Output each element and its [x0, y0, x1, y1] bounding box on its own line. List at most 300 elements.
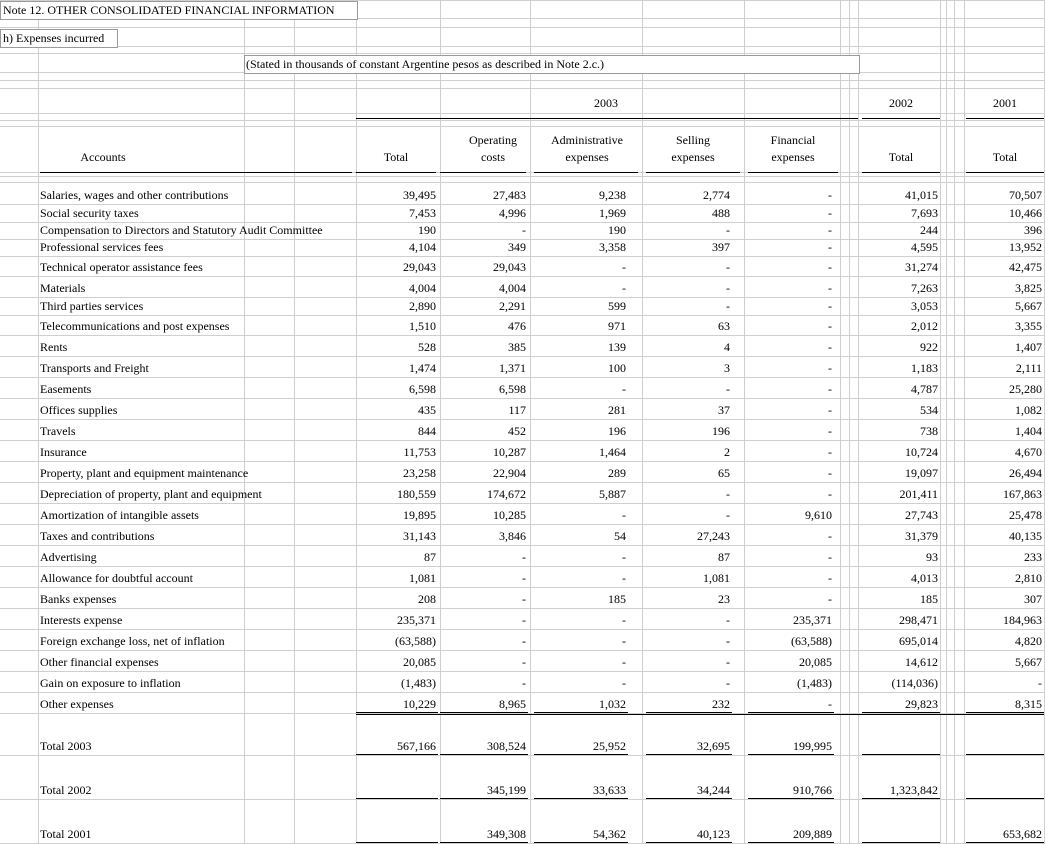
year-header-2003: 2003	[594, 96, 618, 110]
cell-total-2001: 25,280	[1009, 382, 1042, 396]
cell-operating-costs: -	[522, 634, 526, 648]
cell-administrative-expenses: -	[622, 508, 626, 522]
grid-hline	[0, 53, 1045, 54]
grid-hline	[0, 608, 1045, 609]
cell-underline	[646, 754, 732, 755]
account-label: Other expenses	[40, 697, 114, 711]
cell-total-2003: 11,753	[403, 445, 436, 459]
account-label: Gain on exposure to inflation	[40, 676, 181, 690]
cell-total-2001: 167,863	[1003, 487, 1042, 501]
cell-total-2003: 435	[418, 403, 436, 417]
grid-hline	[0, 256, 1045, 257]
cell-selling-expenses: 232	[712, 697, 730, 711]
cell-selling-expenses: 34,244	[697, 783, 730, 797]
header-rule	[748, 172, 838, 173]
cell-underline	[862, 712, 940, 713]
cell-total-2003: 39,495	[403, 188, 436, 202]
cell-selling-expenses: -	[726, 613, 730, 627]
cell-total-2002: 2,012	[911, 319, 938, 333]
cell-total-2001: 307	[1024, 592, 1042, 606]
cell-financial-expenses: -	[828, 281, 832, 295]
header-rule	[440, 172, 526, 173]
cell-total-2002: 7,263	[911, 281, 938, 295]
cell-administrative-expenses: 100	[608, 361, 626, 375]
cell-operating-costs: 10,285	[493, 508, 526, 522]
cell-administrative-expenses: 54,362	[593, 827, 626, 841]
cell-administrative-expenses: -	[622, 613, 626, 627]
header-financial-line2: expenses	[771, 150, 815, 164]
cell-total-2001: 3,825	[1015, 281, 1042, 295]
header-selling-line2: expenses	[671, 150, 715, 164]
cell-total-2003: 20,085	[403, 655, 436, 669]
cell-total-2001: 4,670	[1015, 445, 1042, 459]
cell-financial-expenses: 20,085	[799, 655, 832, 669]
grid-hline	[0, 440, 1045, 441]
cell-selling-expenses: 23	[718, 592, 730, 606]
cell-administrative-expenses: -	[622, 550, 626, 564]
cell-operating-costs: 349	[508, 240, 526, 254]
cell-total-2002: 298,471	[899, 613, 938, 627]
header-rule	[40, 172, 352, 173]
cell-underline	[534, 798, 628, 799]
grid-hline	[0, 461, 1045, 462]
cell-operating-costs: 385	[508, 340, 526, 354]
cell-underline	[534, 754, 628, 755]
cell-total-2003: 1,510	[409, 319, 436, 333]
cell-total-2002: 14,612	[905, 655, 938, 669]
cell-selling-expenses: -	[726, 223, 730, 237]
cell-selling-expenses: 2,774	[703, 188, 730, 202]
cell-underline	[748, 842, 834, 843]
cell-underline	[862, 842, 940, 843]
cell-operating-costs: -	[522, 550, 526, 564]
cell-total-2003: (1,483)	[401, 676, 436, 690]
cell-financial-expenses: (63,588)	[791, 634, 832, 648]
cell-financial-expenses: -	[828, 361, 832, 375]
cell-financial-expenses: -	[828, 487, 832, 501]
cell-administrative-expenses: 9,238	[599, 188, 626, 202]
cell-selling-expenses: 63	[718, 319, 730, 333]
cell-financial-expenses: -	[828, 223, 832, 237]
cell-operating-costs: 29,043	[493, 260, 526, 274]
cell-total-2003: 4,104	[409, 240, 436, 254]
cell-underline	[440, 754, 528, 755]
cell-administrative-expenses: 281	[608, 403, 626, 417]
cell-selling-expenses: 27,243	[697, 529, 730, 543]
cell-total-2001: -	[1038, 676, 1042, 690]
cell-selling-expenses: 196	[712, 424, 730, 438]
cell-administrative-expenses: -	[622, 655, 626, 669]
account-label: Compensation to Directors and Statutory Audit Committee	[40, 223, 323, 237]
cell-total-2002: 3,053	[911, 299, 938, 313]
cell-administrative-expenses: 33,633	[593, 783, 626, 797]
cell-underline	[748, 754, 834, 755]
cell-total-2003: 528	[418, 340, 436, 354]
account-label: Travels	[40, 424, 76, 438]
account-label: Foreign exchange loss, net of inflation	[40, 634, 225, 648]
grid-hline	[0, 46, 1045, 47]
cell-financial-expenses: -	[828, 529, 832, 543]
header-total-2002: Total	[888, 150, 914, 164]
cell-financial-expenses: -	[828, 299, 832, 313]
grid-hline	[0, 80, 1045, 81]
cell-financial-expenses: 199,995	[793, 739, 832, 753]
cell-selling-expenses: 4	[724, 340, 730, 354]
cell-selling-expenses: 32,695	[697, 739, 730, 753]
cell-operating-costs: 452	[508, 424, 526, 438]
account-label: Other financial expenses	[40, 655, 159, 669]
cell-selling-expenses: 40,123	[697, 827, 730, 841]
grid-hline	[0, 692, 1045, 693]
cell-financial-expenses: -	[828, 382, 832, 396]
cell-operating-costs: 6,598	[499, 382, 526, 396]
cell-operating-costs: 2,291	[499, 299, 526, 313]
header-administrative-line2: expenses	[565, 150, 609, 164]
cell-underline	[356, 754, 438, 755]
cell-total-2003: 4,004	[409, 281, 436, 295]
cell-total-2001: 5,667	[1015, 299, 1042, 313]
cell-underline	[356, 712, 438, 713]
cell-operating-costs: -	[522, 223, 526, 237]
cell-administrative-expenses: 190	[608, 223, 626, 237]
grid-hline	[0, 276, 1045, 277]
account-label: Telecommunications and post expenses	[40, 319, 230, 333]
cell-operating-costs: -	[522, 613, 526, 627]
grid-hline	[0, 566, 1045, 567]
cell-total-2002: 185	[920, 592, 938, 606]
cell-selling-expenses: 87	[718, 550, 730, 564]
cell-total-2001: 1,404	[1015, 424, 1042, 438]
cell-financial-expenses: 235,371	[793, 613, 832, 627]
cell-underline	[534, 712, 628, 713]
cell-selling-expenses: -	[726, 676, 730, 690]
cell-financial-expenses: (1,483)	[797, 676, 832, 690]
cell-financial-expenses: -	[828, 697, 832, 711]
header-operating-line2: costs	[481, 150, 505, 164]
grid-hline	[0, 176, 1045, 177]
header-total-2003: Total	[383, 150, 409, 164]
cell-underline	[748, 712, 834, 713]
cell-operating-costs: -	[522, 571, 526, 585]
account-label: Social security taxes	[40, 206, 139, 220]
cell-total-2003: 19,895	[403, 508, 436, 522]
cell-total-2002: 93	[926, 550, 938, 564]
account-label: Materials	[40, 281, 86, 295]
cell-operating-costs: 174,672	[487, 487, 526, 501]
cell-operating-costs: 308,524	[487, 739, 526, 753]
header-rule	[356, 172, 436, 173]
cell-underline	[646, 842, 732, 843]
cell-total-2002: 27,743	[905, 508, 938, 522]
grid-hline	[0, 204, 1045, 205]
cell-total-2001: 5,667	[1015, 655, 1042, 669]
cell-administrative-expenses: -	[622, 260, 626, 274]
cell-operating-costs: 117	[508, 403, 526, 417]
cell-administrative-expenses: -	[622, 634, 626, 648]
cell-underline	[966, 754, 1044, 755]
header-rule	[966, 118, 1044, 119]
grid-hline	[0, 88, 1045, 89]
cell-operating-costs: 345,199	[487, 783, 526, 797]
cell-total-2003: 7,453	[409, 206, 436, 220]
cell-administrative-expenses: -	[622, 382, 626, 396]
cell-selling-expenses: -	[726, 382, 730, 396]
account-label: Offices supplies	[40, 403, 118, 417]
account-label: Property, plant and equipment maintenance	[40, 466, 249, 480]
cell-total-2001: 2,111	[1015, 361, 1042, 375]
cell-total-2001: 233	[1024, 550, 1042, 564]
cell-underline	[534, 842, 628, 843]
cell-financial-expenses: -	[828, 319, 832, 333]
cell-administrative-expenses: 185	[608, 592, 626, 606]
cell-financial-expenses: -	[828, 550, 832, 564]
cell-administrative-expenses: -	[622, 571, 626, 585]
cell-total-2002: 1,323,842	[890, 783, 938, 797]
cell-financial-expenses: -	[828, 260, 832, 274]
cell-total-2003: 190	[418, 223, 436, 237]
grid-hline	[0, 629, 1045, 630]
cell-total-2001: 396	[1024, 223, 1042, 237]
cell-total-2003: 567,166	[397, 739, 436, 753]
cell-selling-expenses: 65	[718, 466, 730, 480]
grid-hline	[0, 545, 1045, 546]
cell-underline	[356, 798, 438, 799]
cell-administrative-expenses: 599	[608, 299, 626, 313]
cell-financial-expenses: 209,889	[793, 827, 832, 841]
cell-selling-expenses: -	[726, 281, 730, 295]
cell-operating-costs: 10,287	[493, 445, 526, 459]
cell-administrative-expenses: 5,887	[599, 487, 626, 501]
cell-total-2003: 23,258	[403, 466, 436, 480]
cell-total-2003: 1,081	[409, 571, 436, 585]
cell-operating-costs: 1,371	[499, 361, 526, 375]
cell-underline	[966, 798, 1044, 799]
grid-hline	[0, 503, 1045, 504]
cell-underline	[646, 712, 732, 713]
cell-total-2001: 653,682	[1003, 827, 1042, 841]
cell-financial-expenses: -	[828, 592, 832, 606]
cell-administrative-expenses: 1,464	[599, 445, 626, 459]
cell-selling-expenses: 488	[712, 206, 730, 220]
header-rule	[966, 172, 1044, 173]
header-rule	[862, 118, 940, 119]
cell-financial-expenses: -	[828, 424, 832, 438]
cell-financial-expenses: -	[828, 240, 832, 254]
cell-administrative-expenses: 3,358	[599, 240, 626, 254]
account-label: Third parties services	[40, 299, 144, 313]
cell-underline	[646, 798, 732, 799]
cell-operating-costs: 27,483	[493, 188, 526, 202]
cell-total-2002: 4,595	[911, 240, 938, 254]
cell-financial-expenses: -	[828, 571, 832, 585]
cell-financial-expenses: -	[828, 403, 832, 417]
cell-administrative-expenses: 54	[614, 529, 626, 543]
cell-selling-expenses: -	[726, 634, 730, 648]
cell-administrative-expenses: 1,032	[599, 697, 626, 711]
cell-total-2002: 29,823	[905, 697, 938, 711]
cell-total-2003: 6,598	[409, 382, 436, 396]
year-header-2001: 2001	[993, 96, 1017, 110]
cell-total-2003: 10,229	[403, 697, 436, 711]
grid-hline	[0, 335, 1045, 336]
cell-total-2002: 7,693	[911, 206, 938, 220]
cell-total-2003: 31,143	[403, 529, 436, 543]
account-label: Professional services fees	[40, 240, 164, 254]
grid-hline	[0, 671, 1045, 672]
account-label: Technical operator assistance fees	[40, 260, 203, 274]
grid-hline	[0, 315, 1045, 316]
cell-total-2002: 1,183	[911, 361, 938, 375]
cell-total-2001: 40,135	[1009, 529, 1042, 543]
cell-administrative-expenses: -	[622, 281, 626, 295]
cell-underline	[966, 712, 1044, 713]
stated-note: (Stated in thousands of constant Argentine pesos as described in Note 2.c.)	[246, 57, 605, 71]
cell-total-2001: 1,082	[1015, 403, 1042, 417]
cell-operating-costs: -	[522, 655, 526, 669]
cell-administrative-expenses: 289	[608, 466, 626, 480]
cell-selling-expenses: -	[726, 655, 730, 669]
cell-total-2003: 235,371	[397, 613, 436, 627]
cell-total-2001: 184,963	[1003, 613, 1042, 627]
section-rule	[356, 714, 1044, 715]
header-accounts: Accounts	[80, 150, 126, 164]
cell-total-2001: 2,810	[1015, 571, 1042, 585]
header-financial-line1: Financial	[770, 133, 816, 147]
grid-hline	[0, 113, 1045, 114]
account-label: Amortization of intangible assets	[40, 508, 199, 522]
cell-total-2002: 922	[920, 340, 938, 354]
cell-operating-costs: -	[522, 592, 526, 606]
account-label: Total 2002	[40, 783, 92, 797]
cell-financial-expenses: -	[828, 466, 832, 480]
cell-selling-expenses: -	[726, 299, 730, 313]
cell-administrative-expenses: 196	[608, 424, 626, 438]
cell-financial-expenses: -	[828, 206, 832, 220]
cell-financial-expenses: 910,766	[793, 783, 832, 797]
cell-total-2001: 13,952	[1009, 240, 1042, 254]
grid-hline	[0, 650, 1045, 651]
grid-hline	[0, 419, 1045, 420]
cell-selling-expenses: -	[726, 487, 730, 501]
cell-total-2002: 201,411	[899, 487, 938, 501]
cell-underline	[966, 842, 1044, 843]
cell-total-2002: 695,014	[899, 634, 938, 648]
grid-hline	[0, 799, 1045, 800]
cell-total-2001: 10,466	[1009, 206, 1042, 220]
grid-hline	[0, 297, 1045, 298]
cell-selling-expenses: 3	[724, 361, 730, 375]
cell-total-2001: 42,475	[1009, 260, 1042, 274]
header-administrative-line1: Administrative	[551, 133, 623, 147]
cell-total-2003: 844	[418, 424, 436, 438]
section-title: h) Expenses incurred	[3, 31, 105, 45]
grid-hline	[0, 27, 1045, 28]
account-label: Insurance	[40, 445, 87, 459]
cell-total-2003: (63,588)	[395, 634, 436, 648]
header-total-2001: Total	[992, 150, 1018, 164]
cell-total-2002: 41,015	[905, 188, 938, 202]
cell-total-2001: 70,507	[1009, 188, 1042, 202]
cell-total-2002: 10,724	[905, 445, 938, 459]
cell-total-2002: 31,379	[905, 529, 938, 543]
cell-underline	[440, 798, 528, 799]
cell-operating-costs: 349,308	[487, 827, 526, 841]
cell-administrative-expenses: 139	[608, 340, 626, 354]
cell-operating-costs: 22,904	[493, 466, 526, 480]
cell-total-2002: 534	[920, 403, 938, 417]
header-rule	[534, 172, 638, 173]
cell-administrative-expenses: 1,969	[599, 206, 626, 220]
account-label: Easements	[40, 382, 92, 396]
cell-operating-costs: -	[522, 676, 526, 690]
cell-underline	[440, 842, 528, 843]
cell-total-2002: 4,013	[911, 571, 938, 585]
header-rule	[356, 118, 858, 119]
cell-administrative-expenses: 971	[608, 319, 626, 333]
cell-total-2001: 25,478	[1009, 508, 1042, 522]
cell-total-2003: 1,474	[409, 361, 436, 375]
cell-operating-costs: 4,996	[499, 206, 526, 220]
cell-financial-expenses: -	[828, 340, 832, 354]
cell-total-2002: 19,097	[905, 466, 938, 480]
account-label: Total 2001	[40, 827, 92, 841]
cell-operating-costs: 476	[508, 319, 526, 333]
cell-administrative-expenses: 25,952	[593, 739, 626, 753]
cell-total-2002: 31,274	[905, 260, 938, 274]
cell-total-2002: 244	[920, 223, 938, 237]
cell-total-2003: 29,043	[403, 260, 436, 274]
grid-hline	[0, 126, 1045, 127]
cell-total-2001: 4,820	[1015, 634, 1042, 648]
header-rule	[646, 172, 740, 173]
cell-total-2001: 26,494	[1009, 466, 1042, 480]
account-label: Interests expense	[40, 613, 123, 627]
cell-total-2003: 208	[418, 592, 436, 606]
cell-total-2003: 2,890	[409, 299, 436, 313]
header-rule	[862, 172, 940, 173]
cell-underline	[748, 798, 834, 799]
grid-hline	[0, 120, 1045, 121]
cell-selling-expenses: 37	[718, 403, 730, 417]
cell-selling-expenses: -	[726, 508, 730, 522]
header-selling-line1: Selling	[675, 133, 710, 147]
cell-underline	[862, 798, 940, 799]
cell-financial-expenses: -	[828, 445, 832, 459]
cell-total-2002: 4,787	[911, 382, 938, 396]
grid-hline	[0, 398, 1045, 399]
grid-hline	[0, 755, 1045, 756]
cell-financial-expenses: -	[828, 188, 832, 202]
grid-hline	[0, 182, 1045, 183]
cell-total-2003: 87	[424, 550, 436, 564]
cell-total-2002: 738	[920, 424, 938, 438]
account-label: Salaries, wages and other contributions	[40, 188, 229, 202]
cell-total-2001: 8,315	[1015, 697, 1042, 711]
grid-hline	[0, 482, 1045, 483]
account-label: Banks expenses	[40, 592, 117, 606]
cell-total-2001: 1,407	[1015, 340, 1042, 354]
account-label: Total 2003	[40, 739, 92, 753]
account-label: Allowance for doubtful account	[40, 571, 193, 585]
grid-hline	[0, 587, 1045, 588]
cell-operating-costs: 3,846	[499, 529, 526, 543]
cell-operating-costs: 8,965	[499, 697, 526, 711]
cell-underline	[440, 712, 528, 713]
cell-selling-expenses: 397	[712, 240, 730, 254]
cell-selling-expenses: 1,081	[703, 571, 730, 585]
account-label: Taxes and contributions	[40, 529, 155, 543]
account-label: Advertising	[40, 550, 97, 564]
